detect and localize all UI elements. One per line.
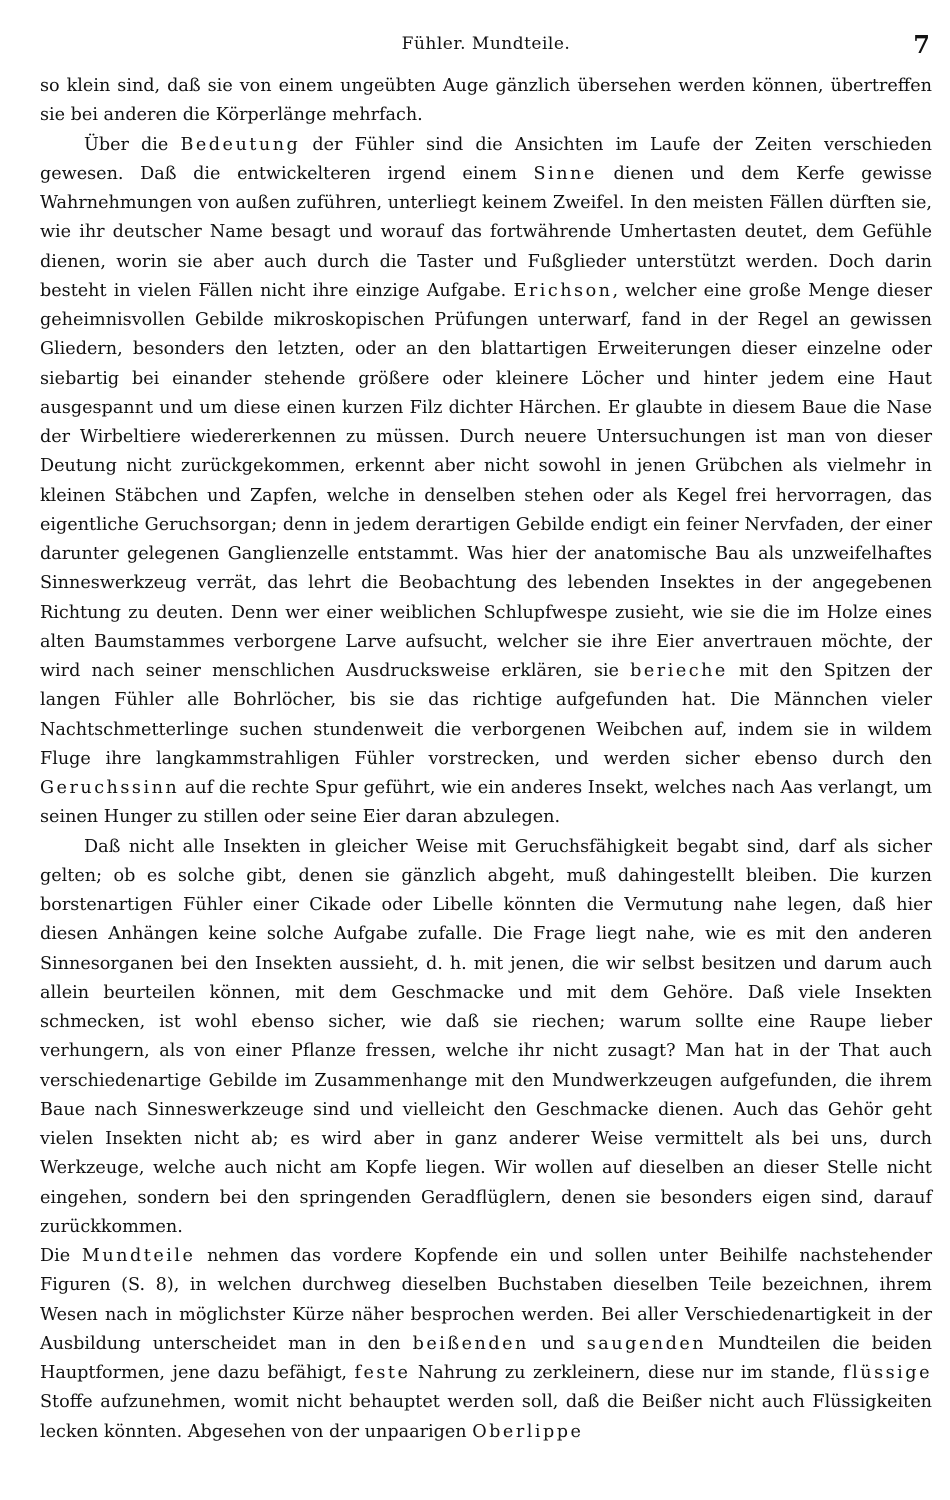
emphasized-text: Mundteile (81, 1246, 196, 1266)
body-text (40, 72, 932, 1447)
emphasized-text: flüssige (843, 1363, 932, 1383)
text-segment: mit den Spitzen der langen Fühler alle Bohrlöcher, bis sie das richtige aufgefunden hat. Die Männchen vieler Nachtschmetterlinge suchen stundenweit die verborgenen Weibchen auf, indem sie in wildem Fluge ihre langkammstrahligen Fühler vorstrecken, und werden sicher ebenso durch den (40, 661, 932, 769)
text-segment: nehmen das vordere Kopfende ein und sollen unter Beihilfe nachstehender Figuren (S. 8), in welchen durchweg dieselben Buchstaben dieselben Teile bezeichnen, ihrem Wesen nach in möglichster Kürze näher besprochen werden. Bei aller Verschiedenartigkeit in der Ausbildung unterscheidet man in den (40, 1246, 932, 1354)
page-number: 7 (913, 30, 930, 59)
emphasized-text: saugenden (586, 1333, 707, 1354)
emphasized-text: berieche (630, 661, 728, 681)
paragraph (40, 833, 932, 1243)
emphasized-text: beißenden (412, 1333, 529, 1354)
emphasized-text: Bedeutung (180, 134, 301, 155)
paragraph (40, 1242, 932, 1447)
text-segment: so klein sind, daß sie von einem ungeübten Auge gänzlich übersehen werden können, übertreffen sie bei anderen die Körperlänge mehrfach. (40, 76, 932, 126)
text-segment: , welcher eine große Menge dieser geheimnisvollen Gebilde mikroskopischen Prüfungen unterwarf, fand in der Regel an gewissen Gliedern, besonders den letzten, oder an den blattartigen Erweiterungen dieser einzelne oder siebartig bei einander stehende größere oder kleinere Löcher und hinter jedem eine Haut ausgespannt und um diese einen kurzen Filz dichter Härchen. Er glaubte in diesem Baue die Nase der Wirbeltiere wiedererkennen zu müssen. Durch neuere Untersuchungen ist man von dieser Deutung nicht zurückgekommen, erkennt aber nicht sowohl in jenen Grübchen als vielmehr in kleinen Stäbchen und Zapfen, welche in denselben stehen oder als Kegel frei hervorragen, das eigentliche Geruchsorgan; denn in jedem derartigen Gebilde endigt ein feiner Nervfaden, der einer darunter gelegenen Ganglienzelle entstammt. Was hier der anatomische Bau als unzweifelhaftes Sinneswerkzeug verrät, das lehrt die Beobachtung des lebenden Insektes in der angegebenen Richtung zu deuten. Denn wer einer weiblichen Schlupfwespe zusieht, wie sie die im Holze eines alten Baumstammes verborgene Larve aufsucht, welcher sie ihre Eier anvertrauen möchte, der wird nach seiner menschlichen Ausdrucksweise erklären, sie (40, 280, 932, 681)
text-segment: Stoffe aufzunehmen, womit nicht behauptet werden soll, daß die Beißer nicht auch Flüssigkeiten lecken könnten. Abgesehen von der unpaarigen (40, 1392, 932, 1442)
emphasized-text: feste (354, 1363, 411, 1383)
text-segment: Mundteilen die beiden Hauptformen, jene dazu befähigt, (40, 1333, 932, 1383)
text-segment: der Fühler sind die Ansichten im Laufe der Zeiten verschieden gewesen. Daß die entwickelteren irgend einem (40, 134, 932, 184)
paragraph (40, 131, 932, 833)
text-segment: und (528, 1333, 587, 1354)
text-segment: Die (40, 1246, 82, 1266)
paragraph (40, 72, 932, 131)
text-segment: Nahrung zu zerkleinern, diese nur im stande, (410, 1363, 844, 1383)
text-segment: Daß nicht alle Insekten in gleicher Weise mit Geruchsfähigkeit begabt sind, darf als sicher gelten; ob es solche gibt, denen sie gänzlich abgeht, muß dahingestellt bleiben. Die kurzen borstenartigen Fühler einer Cikade oder Libelle könnten die Vermutung nahe legen, daß hier diesen Anhängen keine solche Aufgabe zufalle. Die Frage liegt nahe, wie es mit den anderen Sinnesorganen bei den Insekten aussieht, d. h. mit jenen, die wir selbst besitzen und darum auch allein beurteilen können, mit dem Geschmacke und mit dem Gehöre. Daß viele Insekten schmecken, ist wohl ebenso sicher, wie daß sie riechen; warum sollte eine Raupe lieber verhungern, als von einer Pflanze fressen, welche ihr nicht zusagt? Man hat in der That auch verschiedenartige Gebilde im Zusammenhange mit den Mundwerkzeugen aufgefunden, die ihrem Baue nach Sinneswerkzeuge sind und vielleicht den Geschmacke dienen. Auch das Gehör geht vielen Insekten nicht ab; es wird aber in ganz anderer Weise vermittelt als bei uns, durch Werkzeuge, welche auch nicht am Kopfe liegen. Wir wollen auf dieselben an dieser Stelle nicht eingehen, sondern bei den springenden Geradflüglern, denen sie besonders eigen sind, darauf zurückkommen. (40, 836, 932, 1237)
text-segment: dienen und dem Kerfe gewisse Wahrnehmungen von außen zuführen, unterliegt keinem Zweifel. In den meisten Fällen dürften sie, wie ihr deutscher Name besagt und worauf das fortwährende Umhertasten deutet, dem Gefühle dienen, worin sie aber auch durch die Taster und Fußglieder unterstützt werden. Doch darin besteht in vielen Fällen nicht ihre einzige Aufgabe. (40, 163, 932, 301)
running-head (40, 28, 932, 72)
text-segment: Über die (84, 134, 181, 155)
emphasized-text: Sinne (533, 163, 597, 184)
text-segment: auf die rechte Spur geführt, wie ein anderes Insekt, welches nach Aas verlangt, um seinen Hunger zu stillen oder seine Eier daran abzulegen. (40, 778, 932, 828)
emphasized-text: Erichson (513, 280, 613, 301)
emphasized-text: Geruchssinn (40, 778, 180, 798)
running-title: Fühler. Mundteile. (401, 34, 571, 54)
emphasized-text: Oberlippe (472, 1421, 584, 1442)
book-page (40, 28, 932, 1478)
